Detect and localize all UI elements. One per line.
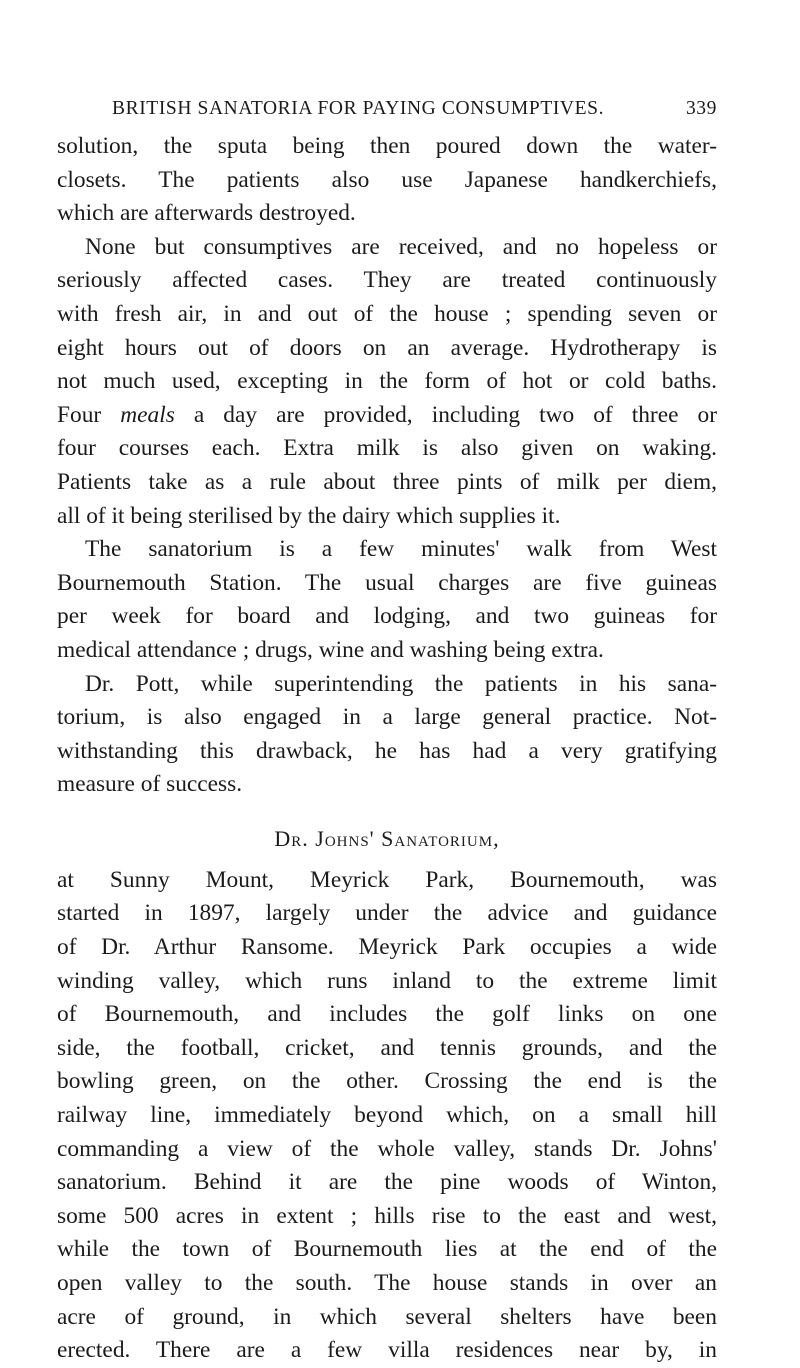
text-line: None but consumptives are received, and no hopeless or [85, 233, 717, 260]
text-line: started in 1897, largely under the advice and guidance [57, 900, 717, 927]
text-line: solution, the sputa being then poured down the water- [57, 133, 717, 159]
text-line: eight hours out of doors on an average. Hydrotherapy is [57, 334, 717, 361]
text-line: some 500 acres in extent ; hills rise to the east and west, [57, 1202, 717, 1229]
text-line: acre of ground, in which several shelters have been [57, 1303, 717, 1330]
text-line: of Bournemouth, and includes the golf links on one [57, 1001, 717, 1028]
text-line: Bournemouth Station. The usual charges are five guineas [57, 569, 717, 596]
text-line: seriously affected cases. They are treated continuously [57, 267, 717, 294]
paragraph-3 [57, 533, 717, 667]
text-line: sanatorium. Behind it are the pine woods of Winton, [57, 1169, 717, 1196]
text-line: with fresh air, in and out of the house ; spending seven or [57, 300, 717, 327]
text-line: Patients take as a rule about three pints of milk per diem, [57, 468, 717, 495]
text-line: Dr. Pott, while superintending the patients in his sana- [85, 670, 717, 697]
text-line: not much used, excepting in the form of hot or cold baths. [57, 368, 717, 395]
text-line: closets. The patients also use Japanese handkerchiefs, [57, 166, 717, 193]
text-line: measure of success. [57, 771, 243, 798]
text-line: of Dr. Arthur Ransome. Meyrick Park occupies a wide [57, 934, 717, 961]
text-line: per week for board and lodging, and two guineas for [57, 603, 717, 630]
text-line: four courses each. Extra milk is also given on waking. [57, 435, 717, 462]
section-heading: Dr. Johns' Sanatorium, [274, 825, 500, 851]
text-line [57, 399, 717, 433]
text-line: The sanatorium is a few minutes' walk from West [85, 536, 717, 563]
italic-word: meals [120, 401, 175, 428]
text-line: open valley to the south. The house stands in over an [57, 1270, 717, 1296]
text-line: medical attendance ; drugs, wine and washing being extra. [57, 636, 604, 663]
text-run: a day are provided, including two of three or [174, 401, 717, 428]
paragraph-1 [57, 130, 717, 231]
text-line: side, the football, cricket, and tennis grounds, and the [57, 1034, 717, 1061]
paragraph-5 [57, 864, 717, 1368]
text-line: commanding a view of the whole valley, stands Dr. Johns' [57, 1135, 717, 1162]
text-line: while the town of Bournemouth lies at the end of the [57, 1236, 717, 1263]
text-line: all of it being sterilised by the dairy which supplies it. [57, 502, 561, 529]
text-line: at Sunny Mount, Meyrick Park, Bournemouth, was [57, 866, 717, 893]
paragraph-2 [57, 231, 717, 533]
running-head [112, 98, 717, 128]
paragraph-4 [57, 668, 717, 802]
text-line: withstanding this drawback, he has had a very gratifying [57, 737, 717, 764]
text-line: winding valley, which runs inland to the extreme limit [57, 967, 717, 994]
text-line: bowling green, on the other. Crossing the end is the [57, 1068, 717, 1095]
text-line: railway line, immediately beyond which, on a small hill [57, 1102, 717, 1129]
text-line: torium, is also engaged in a large general practice. Not- [57, 704, 717, 731]
page-number: 339 [685, 98, 717, 119]
text-line: which are afterwards destroyed. [57, 200, 356, 227]
body-text [57, 130, 717, 1368]
text-line: erected. There are a few villa residences near by, in [57, 1337, 717, 1364]
text-run: Four [57, 401, 121, 428]
running-title: BRITISH SANATORIA FOR PAYING CONSUMPTIVES. [112, 98, 605, 119]
